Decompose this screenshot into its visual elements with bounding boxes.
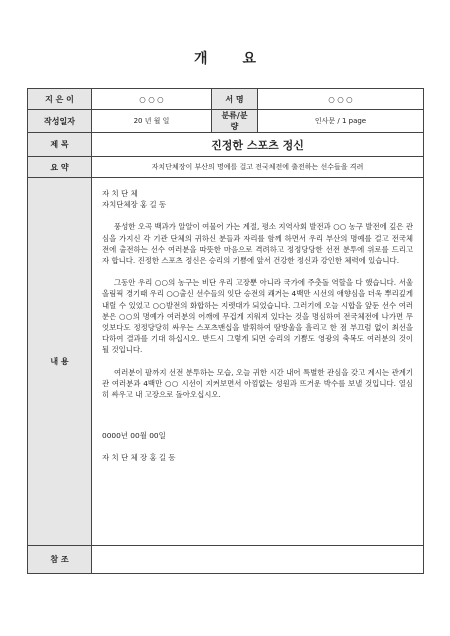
notes-label: 참 조: [28, 546, 92, 574]
title-char-1: 개: [194, 51, 208, 67]
signature-value: ○ ○ ○: [258, 89, 424, 110]
paragraph-1: 풍성한 오곡 백과가 알알이 여물어 가는 계절, 평소 지역사회 발전과 ○○ 농구 발전에 깊은 관심을 가지신 각 기관 단체의 귀하신 분들과 자리를 함께 하면서 우리 부산의 명예를 걸고 전국체전에 출전하는 선수 여러분을 따뜻한 마음으로 격려하고 정정당당한 선전 분투에 위로를 드리고자 합니다. 진정한 스포츠 정신은 승리의 기쁨에 앞서 건강한 정신과 강인한 체력에 있습니다.: [102, 222, 413, 266]
subject-value: 진정한 스포츠 정신: [92, 133, 424, 157]
letter-signer: 자 치 단 체 장 홍 길 동: [102, 453, 176, 463]
recipient-line-1: 자 치 단 체: [102, 189, 138, 198]
category-label: 분류/분량: [212, 110, 258, 133]
signature-label: 서 명: [212, 89, 258, 110]
subject-row: [28, 133, 424, 157]
summary-row: [28, 157, 424, 178]
content-body: [92, 178, 424, 546]
author-row: [28, 89, 424, 110]
author-value: ○ ○ ○: [92, 89, 212, 110]
page-title: [0, 48, 450, 68]
paragraph-3: 여러분이 팔까지 선전 분투하는 모습, 오늘 귀한 시간 내어 특별한 관심을 갖고 계시는 관계기관 여러분과 4백만 ○○ 시선이 지켜보면서 아낌없는 성원과 뜨거운 박수를 보낼 것입니다. 열심히 싸우고 내 고장으로 돌아오십시오.: [102, 367, 413, 400]
category-value: 인사문 / 1 page: [258, 110, 424, 133]
summary-label: 요 약: [28, 157, 92, 178]
content-row: [28, 178, 424, 546]
author-label: 지 은 이: [28, 89, 92, 110]
subject-label: 제 목: [28, 133, 92, 157]
notes-row: [28, 546, 424, 574]
paragraph-2: 그동안 우리 ○○의 농구는 비단 우리 고장뿐 아니라 국가에 주춧돌 역할을 다 했습니다. 서울 올림픽 경기때 우리 ○○출신 선수들의 잇단 승전의 쾌거는 4백만 시선의 애향심을 더욱 뿌리깊게 내릴 수 있었고 ○○발전의 화합하는 지렛대가 되었습니다. 그러기에 오늘 시합을 앞둔 선수 여러분은 ○○의 명예가 여러분의 어깨에 무겁게 지워져 있다는 것을 명심하여 전국체전에 나가면 무엇보다도 정정당당히 싸우는 스포츠맨십을 발휘하여 땀방울을 흘리고 한 점 부끄럼 없이 최선을 다하여 결과를 기대 하십시오. 반드시 그렇게 되면 승리의 기쁨도 영광의 축복도 여러분의 것이 될 것입니다.: [102, 278, 413, 355]
letter-date: 0000년 00월 00일: [102, 431, 166, 441]
recipient-line-2: 자치단체장 홍 길 동: [102, 200, 167, 210]
date-label: 작성일자: [28, 110, 92, 133]
date-value: 20 년 월 일: [92, 110, 212, 133]
date-row: [28, 110, 424, 133]
summary-value: 자치단체장이 부산의 명예를 걸고 전국체전에 출전하는 선수들을 격려: [92, 157, 424, 178]
overview-form: [27, 88, 424, 574]
title-char-2: 요: [242, 51, 256, 67]
content-label: 내 용: [28, 178, 92, 546]
notes-value: [92, 546, 424, 574]
